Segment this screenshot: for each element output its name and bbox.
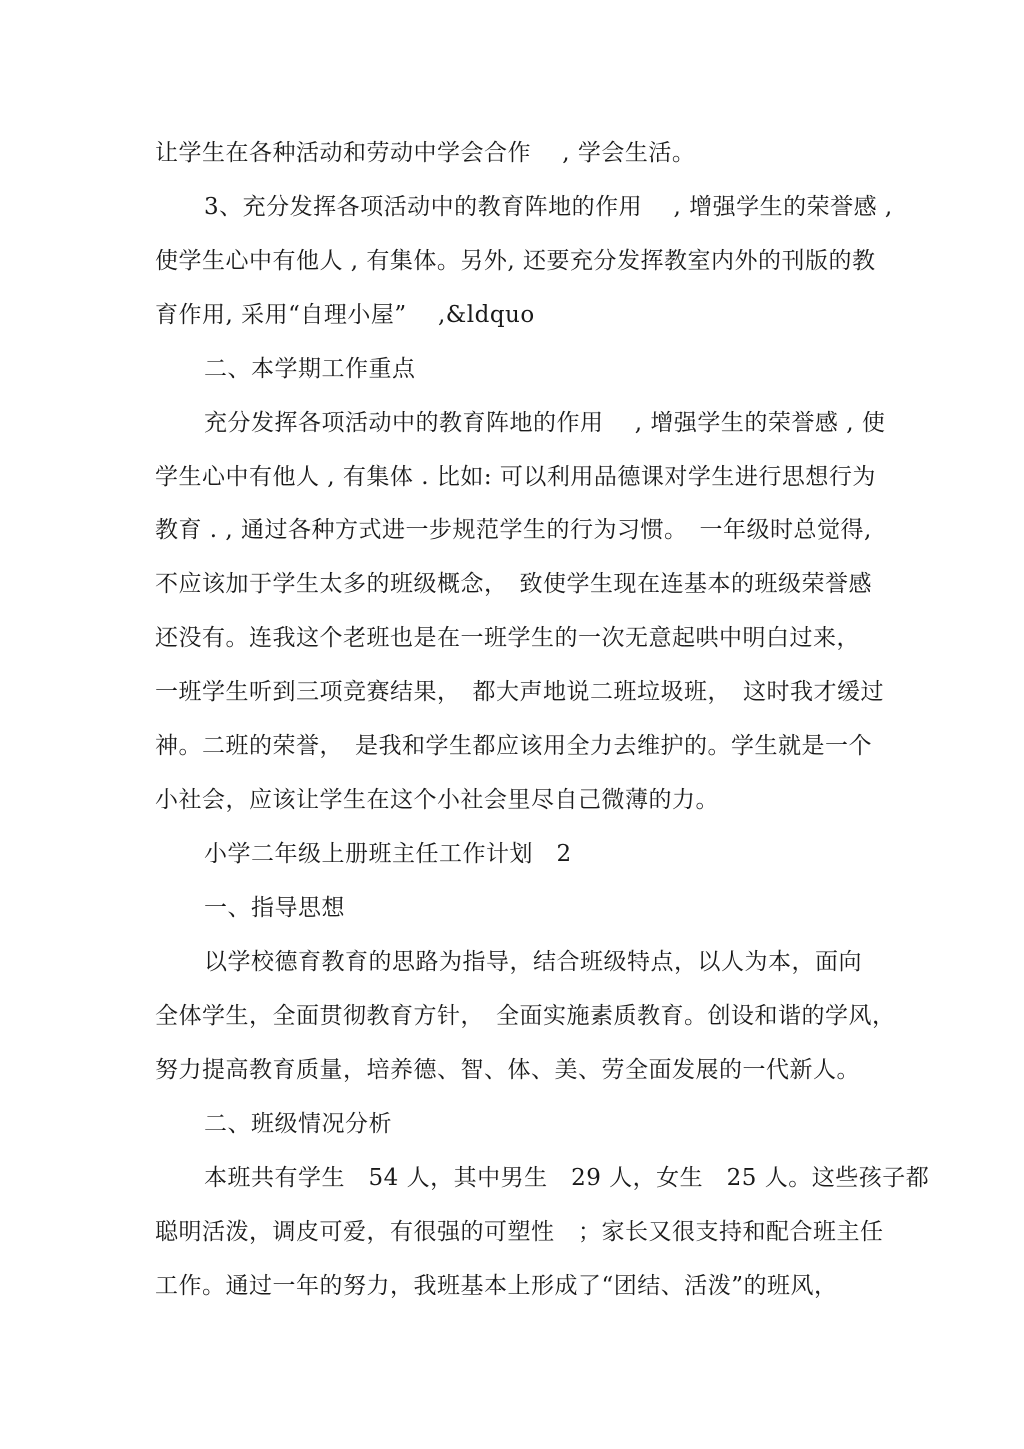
section-heading: 一、指导思想	[204, 895, 345, 921]
text-line: 本班共有学生 54 人，其中男生 29 人，女生 25 人。这些孩子都	[204, 1165, 930, 1191]
text-line: 让学生在各种活动和劳动中学会合作 , 学会生活。	[155, 140, 696, 166]
text-line: 充分发挥各项活动中的教育阵地的作用 , 增强学生的荣誉感 , 使	[204, 410, 886, 436]
document-subtitle: 小学二年级上册班主任工作计划 2	[204, 841, 572, 867]
text-line: 教育 . , 通过各种方式进一步规范学生的行为习惯。 一年级时总觉得,	[155, 517, 872, 543]
text-line: 使学生心中有他人 , 有集体。另外, 还要充分发挥教室内外的刊版的教	[155, 248, 876, 274]
text-line: 3、充分发挥各项活动中的教育阵地的作用 , 增强学生的荣誉感 ,	[204, 194, 893, 220]
text-line: 学生心中有他人 , 有集体 . 比如: 可以利用品德课对学生进行思想行为	[155, 464, 876, 490]
text-line: 聪明活泼，调皮可爱，有很强的可塑性 ；家长又很支持和配合班主任	[155, 1219, 884, 1245]
text-line: 全体学生，全面贯彻教育方针， 全面实施素质教育。创设和谐的学风，	[155, 1003, 896, 1029]
text-line: 还没有。连我这个老班也是在一班学生的一次无意起哄中明白过来，	[155, 625, 860, 651]
section-heading: 二、班级情况分析	[204, 1111, 392, 1137]
text-line: 努力提高教育质量，培养德、智、体、美、劳全面发展的一代新人。	[155, 1057, 860, 1083]
text-line: 小社会，应该让学生在这个小社会里尽自己微薄的力。	[155, 787, 719, 813]
section-heading: 二、本学期工作重点	[204, 356, 416, 382]
text-line: 神。二班的荣誉， 是我和学生都应该用全力去维护的。学生就是一个	[155, 733, 872, 759]
text-line: 育作用, 采用“自理小屋” ,&ldquo	[155, 302, 535, 328]
text-line: 工作。通过一年的努力，我班基本上形成了“团结、活泼”的班风，	[155, 1273, 838, 1299]
text-line: 不应该加于学生太多的班级概念， 致使学生现在连基本的班级荣誉感	[155, 571, 872, 597]
text-line: 一班学生听到三项竞赛结果， 都大声地说二班垃圾班， 这时我才缓过	[155, 679, 884, 705]
text-line: 以学校德育教育的思路为指导，结合班级特点，以人为本，面向	[204, 949, 862, 975]
